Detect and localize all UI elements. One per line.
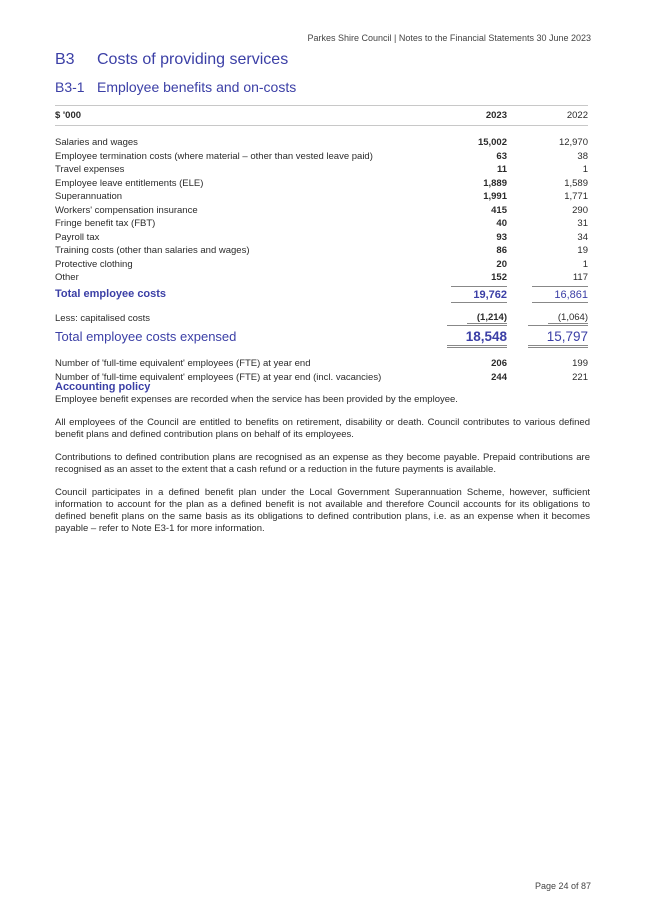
page-number: Page 24 of 87: [534, 881, 591, 891]
table-row: [55, 244, 588, 258]
value-2023: 206: [491, 358, 507, 370]
page-header: Parkes Shire Council | Notes to the Financial Statements 30 June 2023: [307, 33, 591, 43]
section-heading: [55, 51, 288, 69]
row-label: Fringe benefit tax (FBT): [55, 218, 156, 230]
row-label: Employee leave entitlements (ELE): [55, 177, 204, 189]
value-2022: 31: [577, 218, 588, 230]
row-label: Protective clothing: [55, 258, 133, 270]
table-row: [55, 231, 588, 245]
row-label: Employee termination costs (where material – other than vested leave paid): [55, 150, 373, 162]
expensed-2022: 15,797: [528, 325, 588, 348]
total-label: Total employee costs: [55, 288, 167, 300]
subsection-title: Employee benefits and on-costs: [97, 79, 297, 95]
accounting-policy: [55, 381, 590, 546]
value-2023: 415: [491, 204, 507, 216]
value-2023: 20: [496, 258, 507, 270]
value-2022: 1,771: [564, 191, 588, 203]
value-2022: 290: [572, 204, 588, 216]
col-2023-header: 2023: [485, 110, 507, 121]
less-capitalised-row: [55, 312, 588, 326]
policy-title: Accounting policy: [55, 381, 151, 393]
subsection-number: B3-1: [55, 79, 85, 95]
row-label: Number of 'full-time equivalent' employees (FTE) at year end: [55, 358, 311, 370]
value-2022: 34: [577, 231, 588, 243]
row-label: Number of 'full-time equivalent' employees (FTE) at year end (incl. vacancies): [55, 371, 382, 383]
value-2023: 15,002: [477, 137, 507, 149]
table-row: [55, 204, 588, 218]
value-2023: 93: [496, 231, 507, 243]
table-row: [55, 177, 588, 191]
value-2022: 19: [577, 245, 588, 257]
value-2023: 1,991: [483, 191, 507, 203]
policy-paragraph: Council participates in a defined benefit plan under the Local Government Superannuation Scheme, however, sufficient information to account for the plan as a defined benefit is not available and therefore Council accounts for its obligations to defined benefit plans on the same basis as its obligations to defined contribution plans, i.e. as an expense when it becomes payable – refer to Note E3-1 for more information.: [55, 487, 590, 534]
value-2023: 1,889: [483, 177, 507, 189]
value-2022: 1: [582, 164, 588, 176]
table-row: [55, 258, 588, 272]
value-2022: 117: [572, 272, 588, 284]
value-2023: 63: [496, 150, 507, 162]
row-label: Training costs (other than salaries and wages): [55, 245, 250, 257]
value-2022: 1,589: [564, 177, 588, 189]
value-2023: 152: [491, 272, 507, 284]
table-row: [55, 271, 588, 285]
value-2022: 199: [572, 358, 588, 370]
employee-costs-table: [55, 105, 588, 384]
total-row: [55, 286, 588, 303]
value-2023: 244: [491, 371, 507, 383]
value-2022: 12,970: [558, 137, 588, 149]
table-row: [55, 217, 588, 231]
row-label: Superannuation: [55, 191, 123, 203]
total-2022: 16,861: [532, 286, 588, 303]
table-header: [55, 105, 588, 126]
row-label: Workers' compensation insurance: [55, 204, 198, 216]
subsection-heading: [55, 79, 296, 95]
row-label: Salaries and wages: [55, 137, 138, 149]
value-2022: 1: [582, 258, 588, 270]
expensed-2023: 18,548: [447, 325, 507, 348]
value-2023: 86: [496, 245, 507, 257]
col-2022-header: 2022: [566, 110, 588, 121]
policy-paragraph: All employees of the Council are entitled to benefits on retirement, disability or death. Council contributes to various defined benefit plans and defined contribution plans on behalf of its employees.: [55, 417, 590, 440]
value-2023: 11: [496, 164, 507, 176]
row-label: Other: [55, 272, 79, 284]
value-2022: 38: [577, 150, 588, 162]
section-title: Costs of providing services: [97, 51, 289, 68]
section-number: B3: [55, 51, 75, 68]
table-row: [55, 163, 588, 177]
value-2023: 40: [496, 218, 507, 230]
unit-header: $ '000: [55, 110, 82, 121]
row-label: Payroll tax: [55, 231, 100, 243]
table-row: [55, 136, 588, 150]
expensed-label: Total employee costs expensed: [55, 328, 237, 344]
fte-row: [55, 357, 588, 371]
value-2022: (1,064): [548, 312, 588, 324]
policy-paragraph: Contributions to defined contribution plans are recognised as an expense as they become payable. Prepaid contributions are recognised as an asset to the extent that a cash refund or a reduction in the future payments is available.: [55, 452, 590, 475]
row-label: Less: capitalised costs: [55, 312, 151, 324]
row-label: Travel expenses: [55, 164, 125, 176]
table-row: [55, 190, 588, 204]
value-2022: 221: [572, 371, 588, 383]
total-2023: 19,762: [451, 286, 507, 303]
value-2023: (1,214): [467, 312, 507, 324]
expensed-row: [55, 325, 588, 347]
table-row: [55, 150, 588, 164]
policy-paragraph: Employee benefit expenses are recorded when the service has been provided by the employee.: [55, 394, 458, 405]
